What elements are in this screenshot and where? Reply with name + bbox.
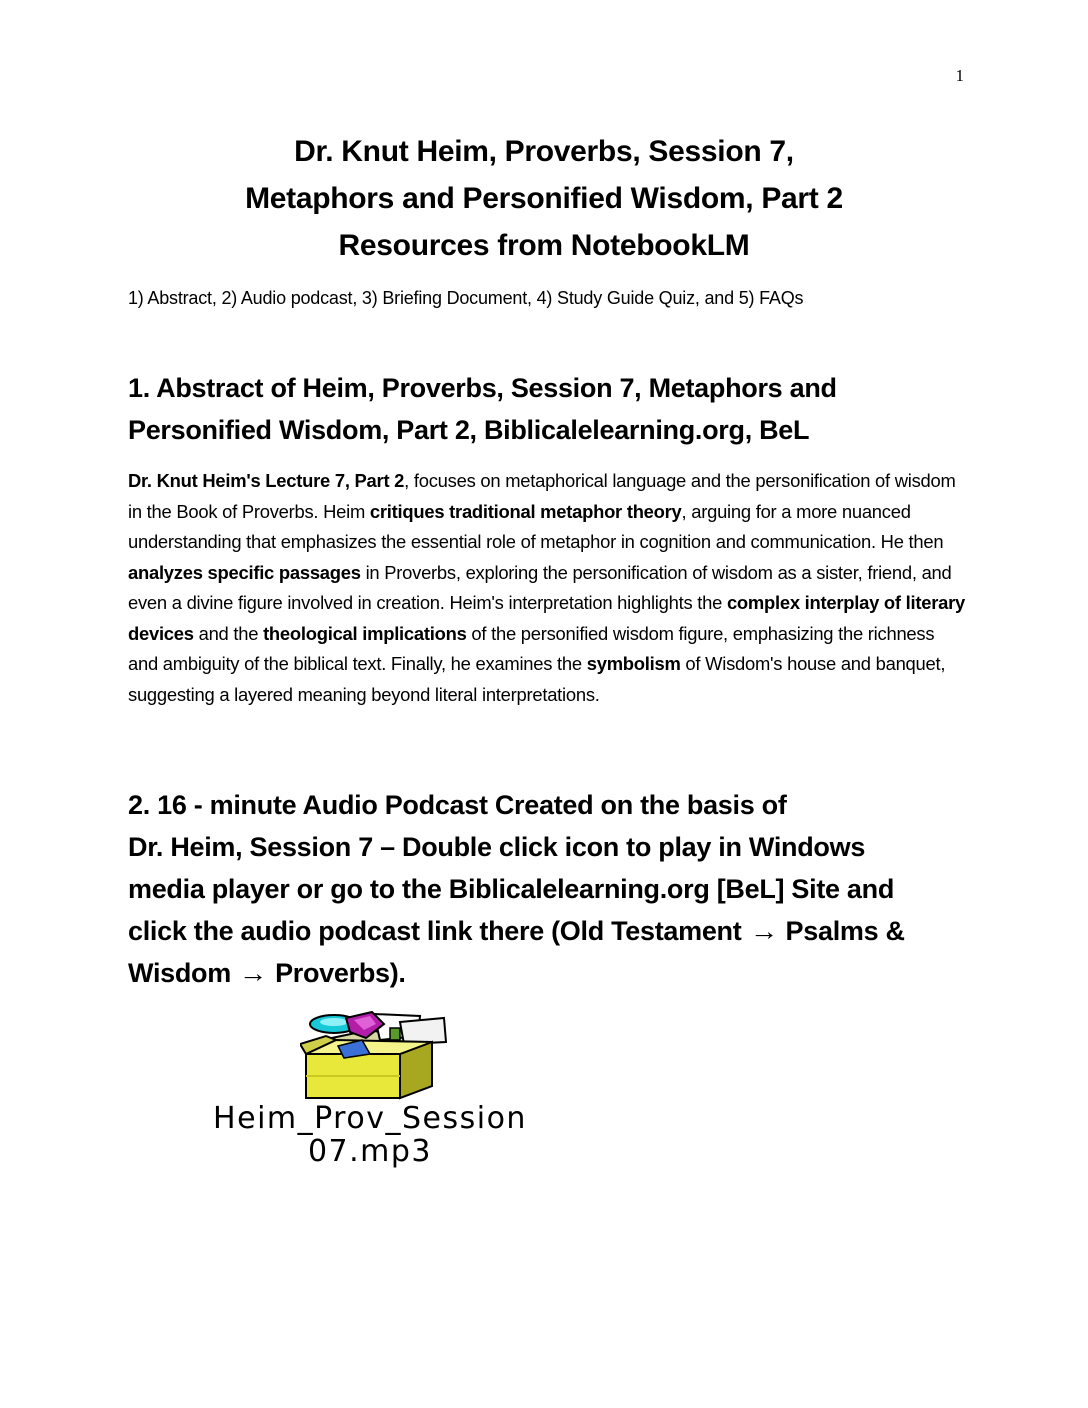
abstract-bold-1: Dr. Knut Heim's Lecture 7, Part 2 [128,470,405,491]
audio-file-label[interactable] [130,1102,610,1168]
abstract-bold-6: symbolism [586,653,681,674]
abstract-paragraph [128,466,968,710]
package-icon[interactable] [300,1010,448,1102]
path-psalms-wisdom: Psalms & [785,916,905,946]
path-proverbs: Proverbs). [275,958,406,988]
abstract-text-1: , focuses on metaphorical language and the personification of wisdom in the Book of Proverbs. Heim [128,470,956,522]
podcast-heading-line-3: media player or go to the Biblicalelearning.org [BeL] Site and [128,874,895,904]
podcast-heading-line-5 [128,952,968,994]
podcast-heading-line-1: 2. 16 - minute Audio Podcast Created on the basis of [128,790,787,820]
file-name-line-1: Heim_Prov_Session [213,1101,527,1136]
file-name-line-2: 07.mp3 [307,1134,433,1169]
abstract-text-2: , arguing for a more nuanced understanding that emphasizes the essential role of metaphor in cognition and communication. He then [128,500,944,552]
arrow-right-icon: → [238,958,268,988]
path-old-testament: click the audio podcast link there (Old Testament [128,916,742,946]
abstract-text-3: in Proverbs, exploring the personification of wisdom as a sister, friend, and even a divine figure involved in creation. Heim's interpretation highlights the [128,561,952,613]
abstract-heading-line-2: Personified Wisdom, Part 2, Biblicalelearning.org, BeL [128,415,810,445]
title-line-1: Dr. Knut Heim, Proverbs, Session 7, [294,135,794,168]
abstract-heading [128,367,968,451]
arrow-right-icon: → [749,916,778,946]
abstract-text-5: of the personified wisdom figure, emphasizing the richness and ambiguity of the biblical text. Finally, he examines the [128,622,935,674]
abstract-bold-3: analyzes specific passages [128,561,361,583]
title-line-2: Metaphors and Personified Wisdom, Part 2 [245,182,843,215]
abstract-text-4: and the [193,622,264,644]
abstract-bold-5: theological implications [263,622,467,644]
title-line-3: Resources from NotebookLM [338,229,750,262]
abstract-heading-line-1: 1. Abstract of Heim, Proverbs, Session 7, Metaphors and [128,373,837,403]
abstract-text-6: of Wisdom's house and banquet, suggesting a layered meaning beyond literal interpretations. [128,653,946,705]
page-title [100,128,988,269]
abstract-bold-2: critiques traditional metaphor theory [369,500,682,522]
podcast-heading-line-2: Dr. Heim, Session 7 – Double click icon to play in Windows [128,832,866,862]
page-number: 1 [955,66,964,85]
audio-podcast-heading [128,784,968,994]
abstract-bold-4: complex interplay of literary devices [128,592,965,644]
podcast-heading-line-4 [128,910,968,952]
contents-list: 1) Abstract, 2) Audio podcast, 3) Briefing Document, 4) Study Guide Quiz, and 5) FAQs [128,288,804,308]
path-wisdom: Wisdom [128,958,231,988]
